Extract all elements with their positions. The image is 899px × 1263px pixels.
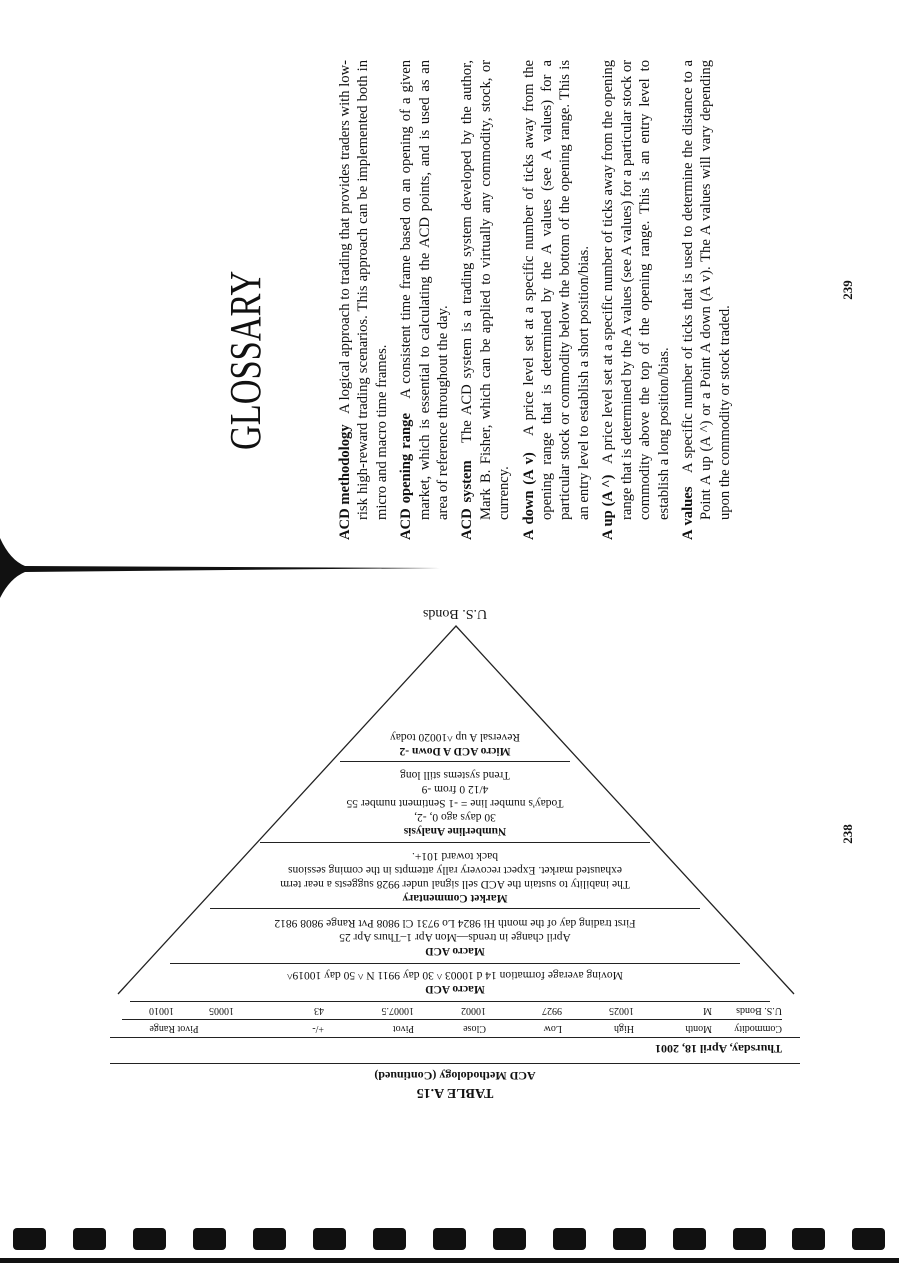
glossary-page [200, 20, 840, 580]
binder-hole [792, 1228, 825, 1250]
section-heading: Micro ACD A Down -2 [399, 745, 511, 757]
section-line: Moving average formation 14 d 10003 ^ 30 day 9911 N ^ 50 day 10019^ [287, 969, 623, 981]
column-header: Low [543, 1023, 562, 1034]
column-header: Commodity [734, 1023, 782, 1034]
binder-hole [553, 1228, 586, 1250]
column-header: Close [463, 1023, 486, 1034]
divider [170, 963, 740, 964]
binder-hole [613, 1228, 646, 1250]
pyramid-section [110, 730, 800, 758]
table-date: Thursday, April 18, 2001 [654, 1042, 782, 1056]
binder-hole [733, 1228, 766, 1250]
pyramid-apex-label: U.S. Bonds [422, 606, 488, 621]
section-heading: Macro ACD [425, 983, 485, 995]
pyramid-section [110, 849, 800, 905]
pyramid-section [110, 916, 800, 958]
column-header: High [614, 1023, 634, 1034]
pyramid-section [110, 968, 800, 996]
table-cell: U.S. Bonds [736, 1005, 782, 1016]
section-line: back toward 101+. [412, 850, 499, 862]
page-number-right: 239 [839, 280, 855, 300]
table-cell: 10002 [461, 1005, 486, 1016]
section-line: Trend systems still long [400, 769, 510, 781]
column-header: Month [685, 1023, 712, 1034]
entry-definition: A consistent time frame based on an opening of a given market, which is essential to calculating the ACD points, and is used as an area of reference throughout the day. [398, 60, 452, 520]
binder-hole [433, 1228, 466, 1250]
binder-hole [73, 1228, 106, 1250]
table-cell: 10007.5 [381, 1005, 414, 1016]
binder-hole [493, 1228, 526, 1250]
entry-term: A values [679, 486, 696, 540]
glossary-entry [679, 60, 734, 540]
page-title: GLOSSARY [221, 270, 270, 450]
glossary-entry [458, 60, 513, 540]
section-line: First trading day of the month Hi 9824 Lo 9731 Cl 9808 Pvt Range 9808 9812 [274, 917, 636, 929]
glossary-entry [397, 60, 452, 540]
section-line: Today's number line = -1 Sentiment number 55 [346, 797, 564, 809]
section-line: Reversal A up ^10020 today [390, 731, 520, 743]
section-heading: Macro ACD [425, 945, 485, 957]
divider [340, 761, 570, 762]
table-page [110, 590, 800, 1100]
glossary-entry [599, 60, 673, 540]
entry-definition: A specific number of ticks that is used to determine the distance to a Point A up (A ^) or a Point A down (A v). The A values will vary depending upon the commodity or stock traded. [679, 60, 733, 520]
divider [260, 842, 650, 843]
column-header: Pivot Range [149, 1023, 199, 1034]
entry-definition: A price level set at a specific number of ticks away from the opening range that is determined by the A values (see A values) for a particular stock or commodity above the top of the opening range. This is an entry level to establish a long position/bias. [600, 59, 672, 520]
table-cell: 10005 [209, 1005, 234, 1016]
glossary-entries [336, 60, 740, 540]
binder-hole [193, 1228, 226, 1250]
entry-term: ACD system [459, 460, 476, 540]
binder-hole [253, 1228, 286, 1250]
entry-definition: A logical approach to trading that provides traders with low-risk high-reward trading scenarios. This approach can be implemented both in micro and macro time frames. [337, 60, 390, 520]
section-line: exhausted market. Expect recovery rally attempts in the coming sessions [287, 864, 623, 876]
entry-term: A down (A v) [520, 452, 537, 540]
table-cell: 10010 [149, 1005, 174, 1016]
pyramid-diagram [110, 590, 800, 1100]
binder-hole [133, 1228, 166, 1250]
entry-definition: The ACD system is a trading system developed by the author, Mark B. Fisher, which can be applied to virtually any commodity, stock, or currency. [459, 60, 513, 520]
pyramid-section [110, 768, 800, 838]
table-cell: 43 [314, 1005, 324, 1016]
entry-term: ACD opening range [398, 413, 415, 540]
entry-term: A up (A ^) [600, 474, 617, 540]
table-label: TABLE A.15 [416, 1085, 494, 1100]
section-line: April change in trends—Mon Apr 1–Thurs Apr 25 [339, 931, 571, 943]
table-subtitle: ACD Methodology (Continued) [374, 1069, 536, 1083]
table-cell: 9927 [542, 1005, 562, 1016]
binder-hole [373, 1228, 406, 1250]
glossary-entry [336, 60, 391, 540]
divider [210, 908, 700, 909]
binder-hole [852, 1228, 885, 1250]
binder-hole [13, 1228, 46, 1250]
section-heading: Market Commentary [402, 892, 508, 904]
page-number-left: 238 [839, 824, 855, 844]
binder-holes [0, 1228, 899, 1252]
section-line: 4/12 0 from -9 [421, 783, 489, 795]
entry-definition: A price level set at a specific number of ticks away from the opening range that is determined by the A values (see A values) for a particular stock or commodity below the bottom of the opening range. This is an entry level to establish a short position/bias. [520, 59, 592, 520]
binder-hole [313, 1228, 346, 1250]
table-cell: 10025 [609, 1005, 634, 1016]
page-edge [0, 1258, 899, 1263]
section-heading: Numberline Analysis [403, 825, 507, 837]
column-header: +/- [312, 1023, 324, 1034]
entry-term: ACD methodology [337, 424, 353, 540]
section-line: The inability to sustain the ACD sell signal under 9928 suggests a near term [280, 878, 630, 890]
glossary-entry [520, 60, 594, 540]
section-line: 30 days ago 0, -2, [414, 811, 496, 823]
column-header: Pivot [392, 1023, 414, 1034]
table-cell: M [703, 1005, 712, 1016]
binder-hole [673, 1228, 706, 1250]
